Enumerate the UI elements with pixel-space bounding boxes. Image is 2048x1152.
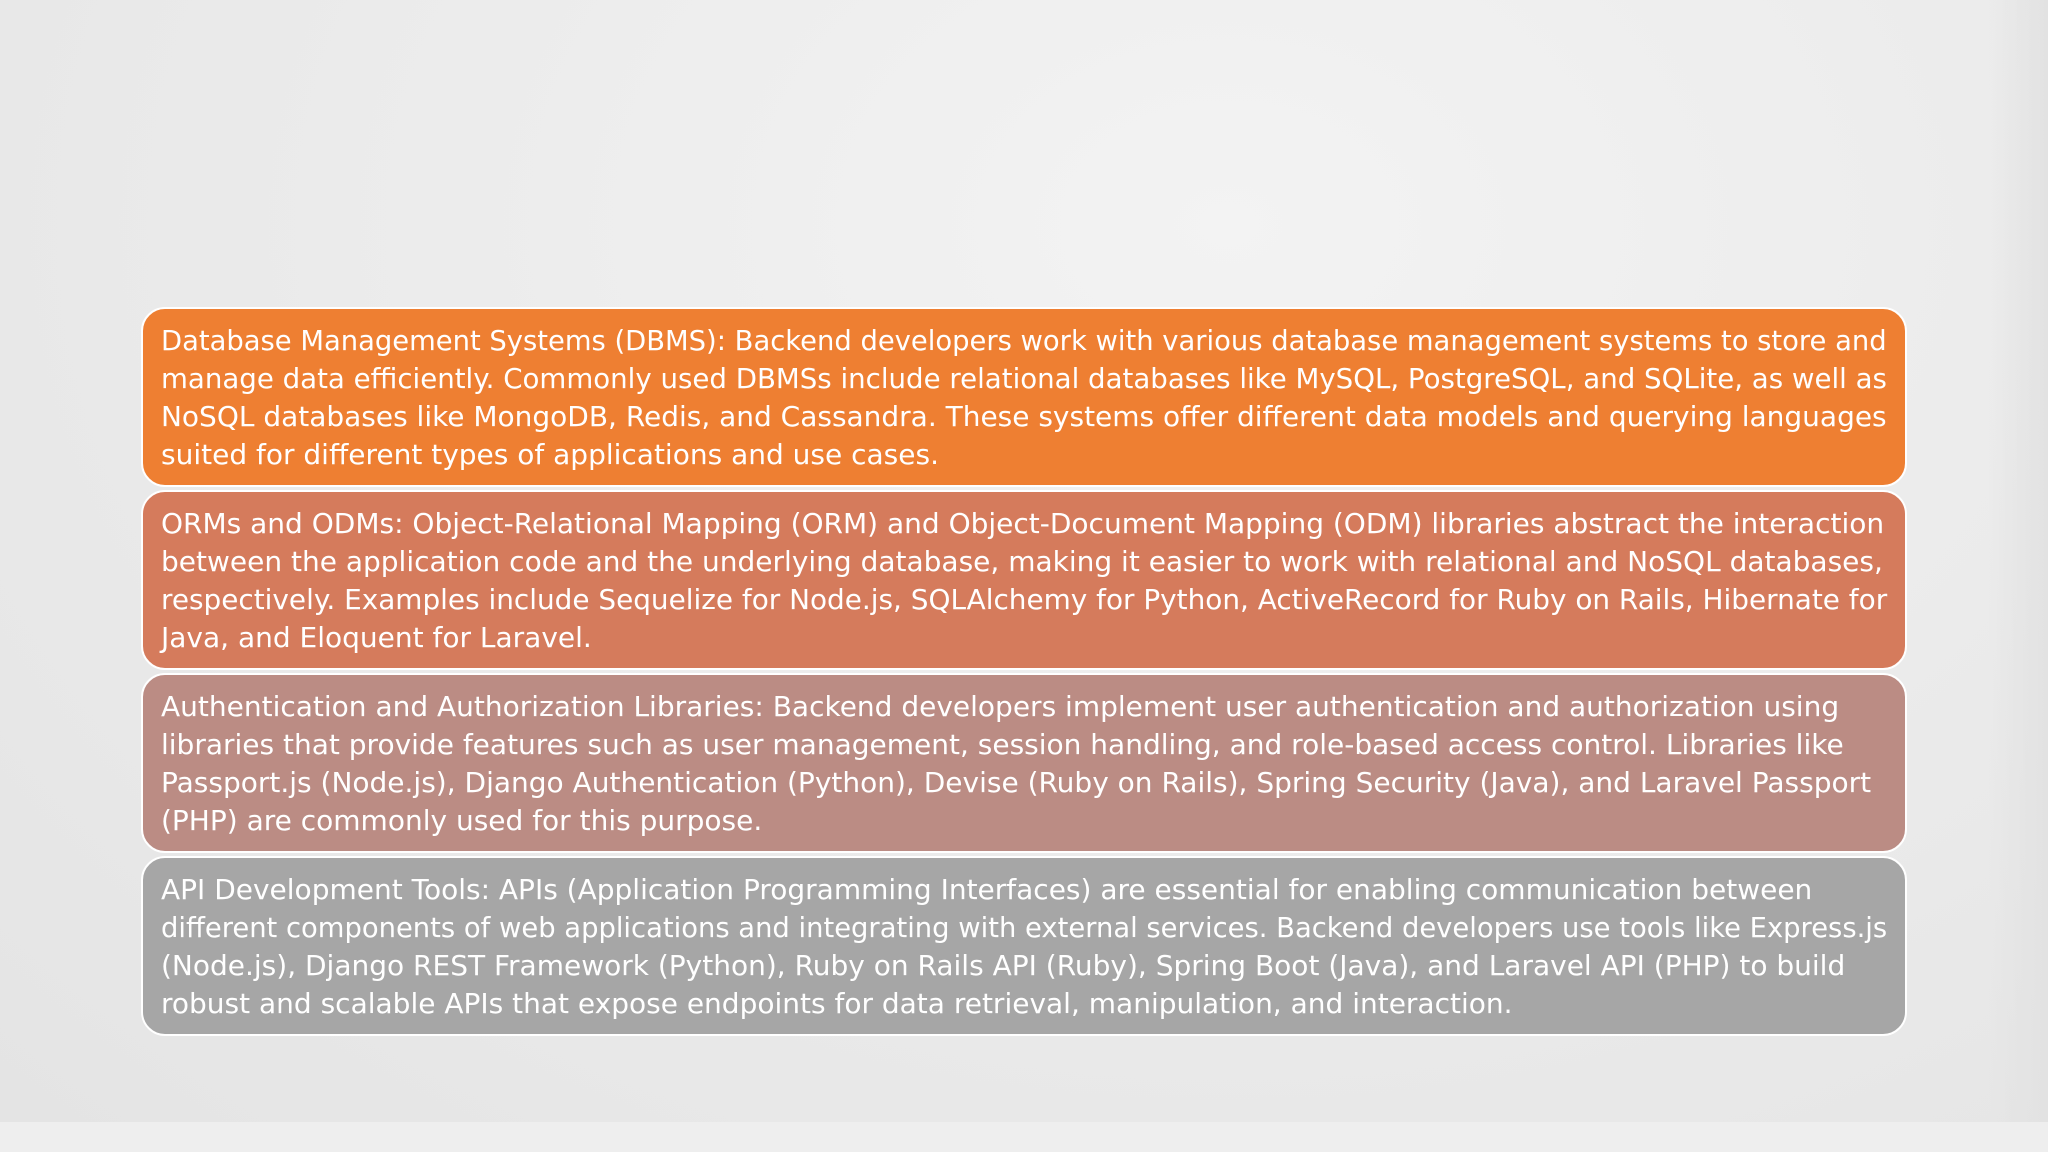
list-item-line: (Node.js), Django REST Framework (Python), Ruby on Rails API (Ruby), Spring Boot (Java), and Laravel API (PHP) to build — [161, 949, 1846, 982]
list-item-api-tools — [141, 856, 1907, 1036]
list-item-line: Passport.js (Node.js), Django Authentication (Python), Devise (Ruby on Rails), Spring Security (Java), and Laravel Passport — [161, 766, 1872, 799]
list-item-line: libraries that provide features such as user management, session handling, and role-based access control. Libraries like — [161, 728, 1844, 761]
list-item-line: manage data efficiently. Commonly used DBMSs include relational databases like MySQL, PostgreSQL, and SQLite, as well as — [161, 362, 1887, 395]
list-item-line: suited for different types of applications and use cases. — [161, 438, 939, 471]
list-item-line: respectively. Examples include Sequelize for Node.js, SQLAlchemy for Python, ActiveRecord for Ruby on Rails, Hibernate for — [161, 583, 1888, 616]
slide-edge-shade — [1988, 0, 2048, 1122]
list-item-orms-odms — [141, 490, 1907, 670]
list-item-line: between the application code and the underlying database, making it easier to work with relational and NoSQL databases, — [161, 545, 1883, 578]
list-item-line: API Development Tools: APIs (Application Programming Interfaces) are essential for enabling communication between — [161, 873, 1813, 906]
content-list — [141, 307, 1907, 1039]
bottom-bar — [0, 1122, 2048, 1152]
list-item-line: Database Management Systems (DBMS): Backend developers work with various database management systems to store and — [161, 324, 1887, 357]
list-item-dbms — [141, 307, 1907, 487]
list-item-auth-libraries — [141, 673, 1907, 853]
list-item-line: Authentication and Authorization Libraries: Backend developers implement user authentication and authorization using — [161, 690, 1840, 723]
list-item-line: different components of web applications and integrating with external services. Backend developers use tools like Express.js — [161, 911, 1888, 944]
list-item-line: robust and scalable APIs that expose endpoints for data retrieval, manipulation, and interaction. — [161, 987, 1513, 1020]
list-item-line: ORMs and ODMs: Object-Relational Mapping (ORM) and Object-Document Mapping (ODM) libraries abstract the interaction — [161, 507, 1885, 540]
list-item-line: (PHP) are commonly used for this purpose. — [161, 804, 763, 837]
list-item-line: NoSQL databases like MongoDB, Redis, and Cassandra. These systems offer different data models and querying languages — [161, 400, 1887, 433]
list-item-line: Java, and Eloquent for Laravel. — [161, 621, 592, 654]
